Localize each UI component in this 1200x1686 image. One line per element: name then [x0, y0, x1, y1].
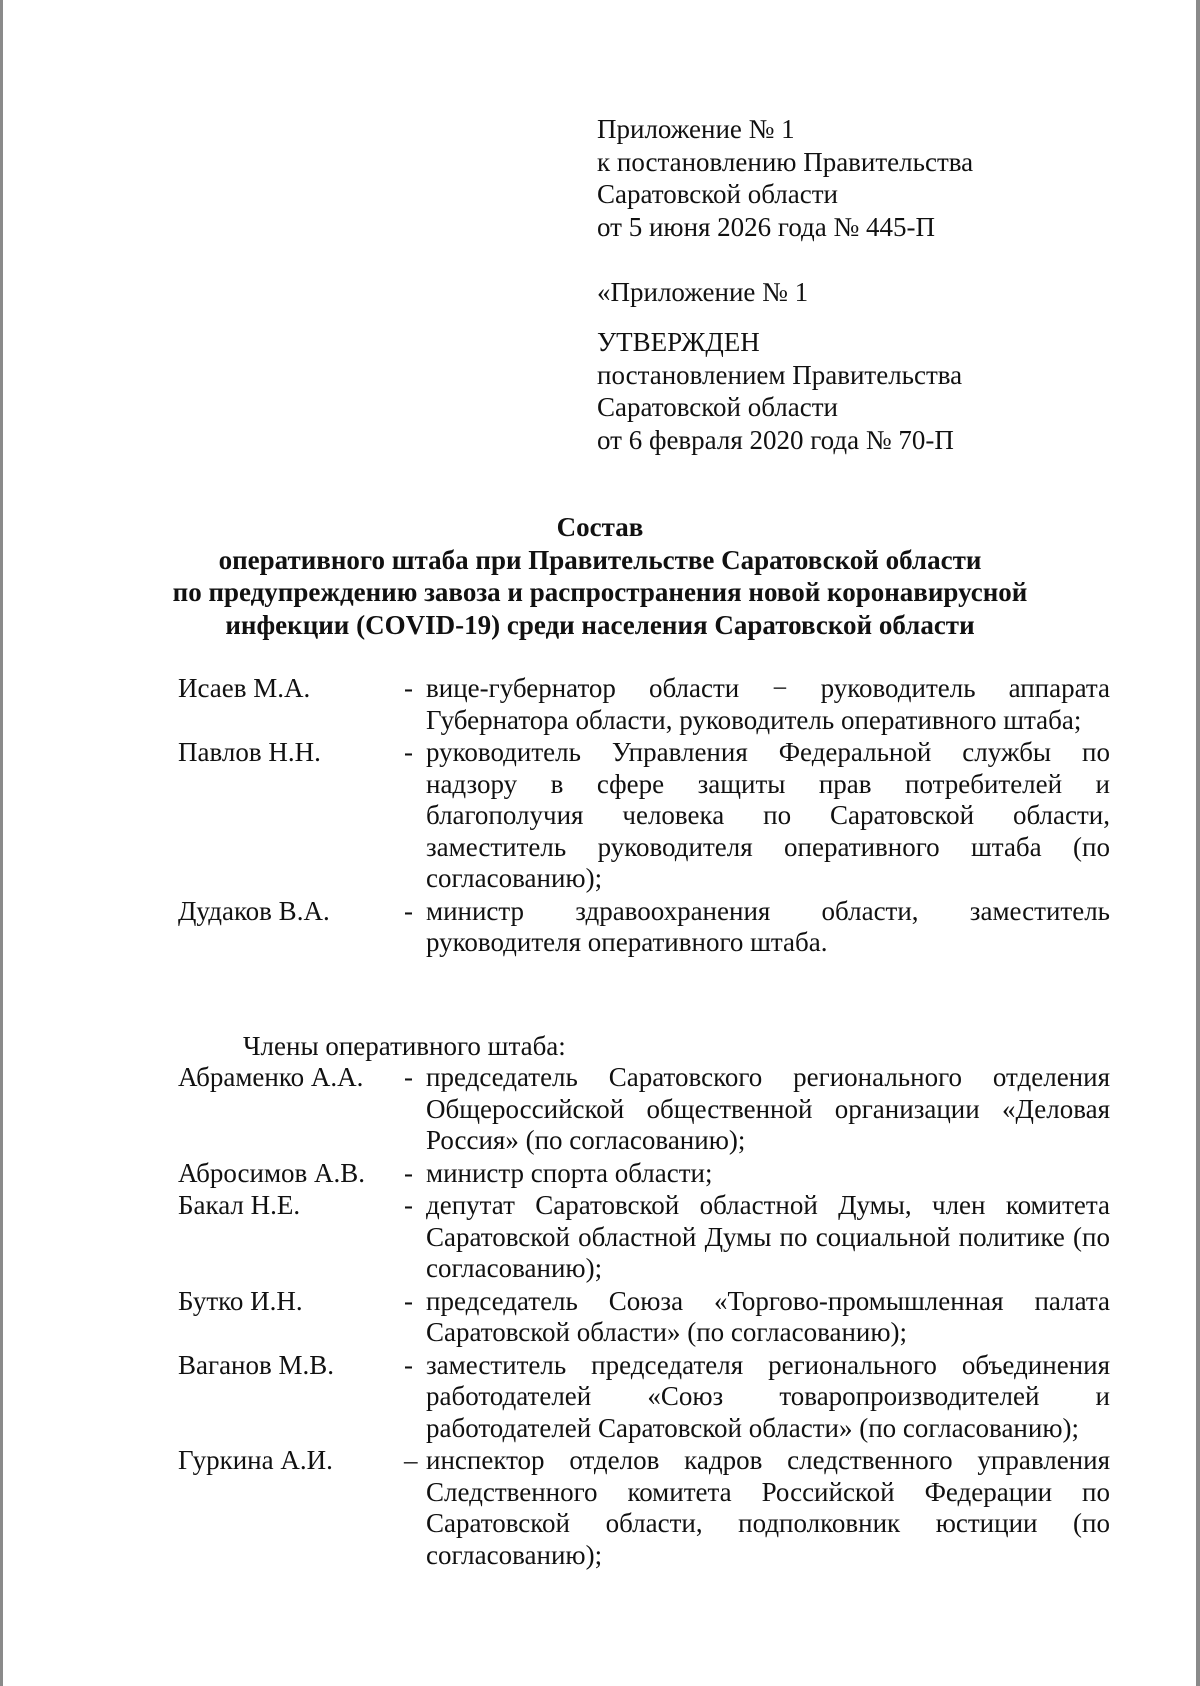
entry-dash: – [404, 1445, 418, 1475]
entry-dash: - [404, 1157, 413, 1188]
member-position: вице-губернатор области − руководитель аппарата Губернатора области, руководитель оперативного штаба; [426, 673, 1110, 735]
page-right-edge [1196, 0, 1200, 1686]
approval-line: УТВЕРЖДЕН [597, 327, 760, 357]
roster-entry [178, 673, 1110, 736]
member-name: Абраменко А.А. [178, 1062, 364, 1092]
annex-line: от 5 июня 2026 года № 445-П [597, 211, 936, 242]
page-left-edge [0, 0, 3, 1686]
member-position: председатель Союза «Торгово-промышленная палата Саратовской области» (по согласованию); [426, 1285, 1110, 1347]
member-name: Павлов Н.Н. [178, 737, 321, 767]
entry-dash: - [404, 1349, 413, 1380]
member-position: министр здравоохранения области, заместитель руководителя оперативного штаба. [426, 895, 1110, 957]
members-heading: Члены оперативного штаба: [243, 1031, 566, 1061]
roster-entry [178, 1350, 1110, 1445]
approval-stamp [597, 326, 962, 456]
roster-entry [178, 1445, 1110, 1571]
annex-reference [597, 113, 973, 243]
roster-entry [178, 1158, 1110, 1190]
member-position: заместитель председателя регионального объединения работодателей «Союз товаропроизводителей и работодателей Саратовской области» (по согласованию); [426, 1349, 1110, 1443]
member-name: Ваганов М.В. [178, 1349, 335, 1380]
member-name: Бакал Н.Е. [178, 1190, 301, 1220]
roster-entry [178, 1286, 1110, 1349]
member-position: инспектор отделов кадров следственного управления Следственного комитета Российской Федерации по Саратовской области, подполковник юстиции (по согласованию); [426, 1445, 1110, 1570]
approval-line: Саратовской области [597, 392, 838, 422]
annex-line: Саратовской области [597, 179, 838, 209]
member-name: Гуркина А.И. [178, 1445, 333, 1475]
member-position: министр спорта области; [426, 1157, 713, 1188]
title-line: по предупреждению завоза и распространения новой коронавирусной [172, 577, 1028, 607]
annex-line: Приложение № 1 [597, 114, 795, 144]
member-name: Бутко И.Н. [178, 1285, 303, 1316]
entry-dash: - [404, 737, 413, 767]
title-line: инфекции (COVID-19) среди населения Саратовской области [225, 609, 975, 640]
roster-entry [178, 737, 1110, 895]
title-line: оперативного штаба при Правительстве Саратовской области [218, 544, 982, 575]
member-name: Абросимов А.В. [178, 1157, 366, 1188]
quoted-annex [597, 276, 808, 309]
member-position: председатель Саратовского регионального отделения Общероссийской общественной организации «Деловая Россия» (по согласованию); [426, 1062, 1110, 1155]
entry-dash: - [404, 673, 413, 703]
leadership-list [178, 673, 1110, 960]
entry-dash: - [404, 1285, 413, 1316]
members-list [178, 1062, 1110, 1572]
roster-entry [178, 1190, 1110, 1285]
title-line: Состав [556, 512, 644, 542]
roster-entry [178, 1062, 1110, 1157]
member-position: депутат Саратовской областной Думы, член комитета Саратовской областной Думы по социальной политике (по согласованию); [426, 1190, 1110, 1283]
member-name: Исаев М.А. [178, 673, 311, 703]
approval-line: постановлением Правительства [597, 359, 963, 390]
quoted-annex-line: «Приложение № 1 [597, 277, 809, 307]
roster-entry [178, 896, 1110, 959]
document-title [140, 511, 1060, 641]
member-name: Дудаков В.А. [178, 895, 330, 926]
approval-line: от 6 февраля 2020 года № 70-П [597, 424, 954, 455]
entry-dash: - [404, 1190, 413, 1220]
annex-line: к постановлению Правительства [597, 146, 974, 177]
entry-dash: - [404, 895, 413, 926]
entry-dash: - [404, 1062, 413, 1092]
member-position: руководитель Управления Федеральной службы по надзору в сфере защиты прав потребителей и благополучия человека по Саратовской области, заместитель руководителя оперативного штаба (по согласованию); [426, 737, 1110, 893]
